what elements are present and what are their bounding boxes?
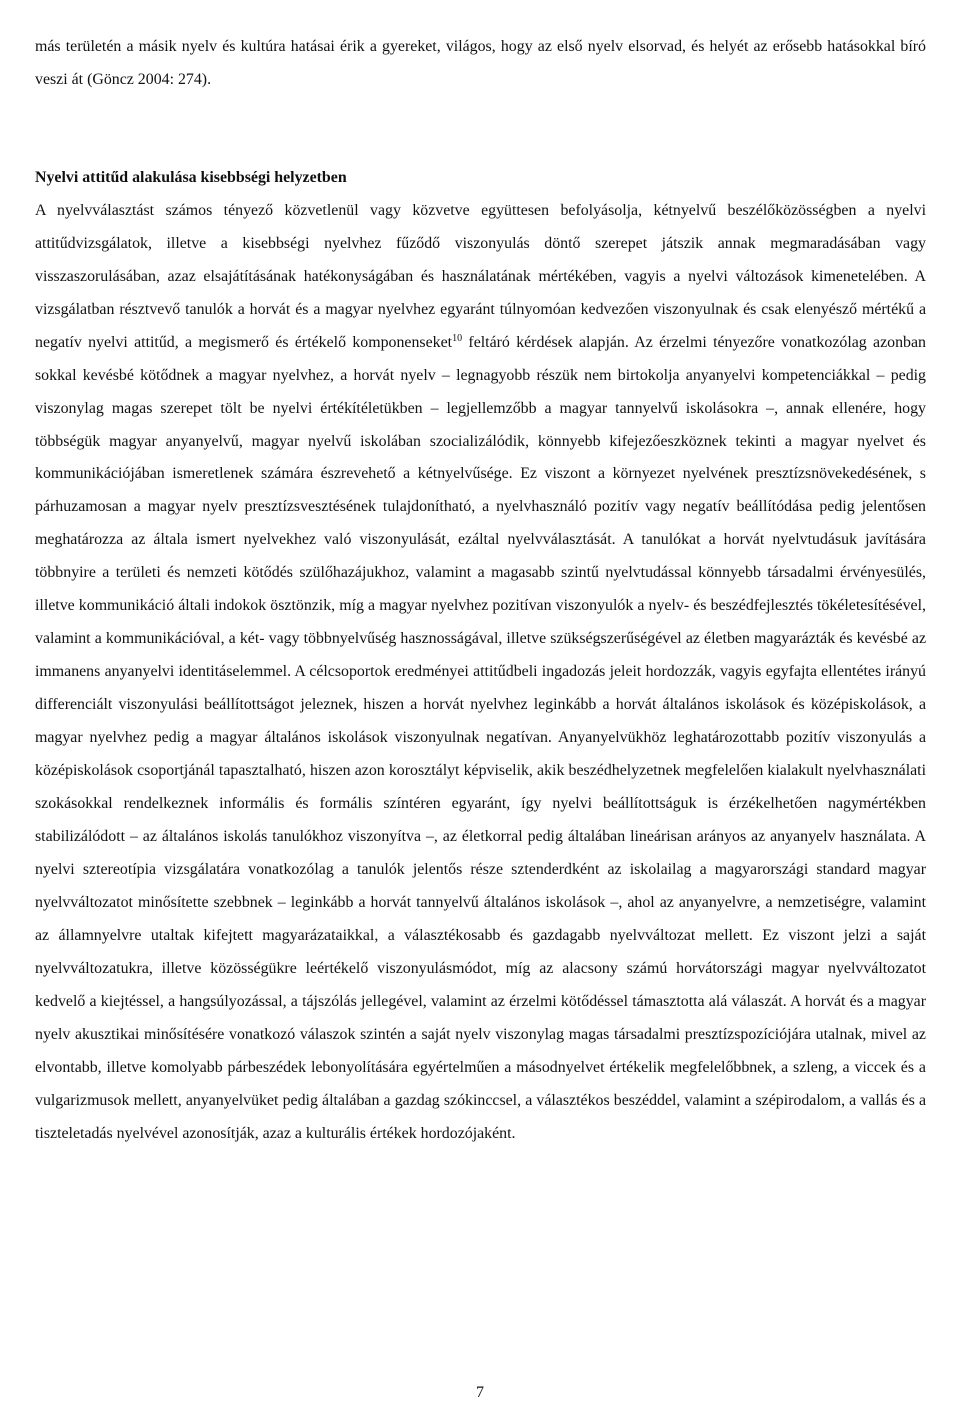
page-number: 7 — [476, 1384, 484, 1401]
body-text-part-2: feltáró kérdések alapján. Az érzelmi tényezőre vonatkozólag azonban sokkal kevésbé kötődnek a magyar nyelvhez, a horvát nyelv – legnagyobb részük nem birtokolja anyanyelvi kompetenciákkal – pedig viszonylag magas szerepet tölt be nyelvi értékítéletükben – legjellemzőbb a magyar tannyelvű iskolásokra –, annak ellenére, hogy többségük magyar anyanyelvű, magyar nyelvű iskolában szocializálódik, könnyebb kifejezőeszköznek tekinti a magyar nyelvet és kommunikációjában ismeretlenek számára észrevehető a kétnyelvűsége. Ez viszont a környezet nyelvének presztízsnövekedésének, s párhuzamosan a magyar nyelv presztízsvesztésének tulajdonítható, a nyelvhasználó pozitív vagy negatív beállítódása pedig jelentősen meghatározza az általa ismert nyelvekhez való viszonyulását, ezáltal nyelvválasztását. A tanulókat a horvát nyelvtudásuk javítására többnyire a területi és nemzeti kötődés szülőhazájukhoz, valamint a magasabb szintű nyelvtudással könnyebb társadalmi érvényesülés, illetve kommunikáció általi indokok ösztönzik, míg a magyar nyelvhez pozitívan viszonyulók a nyelv- és beszédfejlesztés tökéletesítésével, valamint a kommunikációval, a két- vagy többnyelvűség hasznosságával, illetve szükségszerűségével az életben magyarázták és kevésbé az immanens anyanyelvi identitáselemmel. A célcsoportok eredményei attitűdbeli ingadozás jeleit hordozzák, vagyis egyfajta ellentétes irányú differenciált viszonyulási beállítottságot jeleznek, hiszen a horvát nyelvhez leginkább a horvát általános iskolások és középiskolások, a magyar nyelvhez pedig a magyar általános iskolások viszonyulnak negatívan. Anyanyelvükhöz leghatározottabb pozitív viszonyulás a középiskolások csoportjánál tapasztalható, hiszen azon korosztályt képviselik, akik beszédhelyzetnek megfelelően kialakult nyelvhasználati szokásokkal rendelkeznek informális és formális színtéren egyaránt, így nyelvi beállítottságuk is érzékelhetően nagymértékben stabilizálódott – az általános iskolás tanulókhoz viszonyítva –, az életkorral pedig általában lineárisan arányos az anyanyelv használata. A nyelvi sztereotípia vizsgálatára vonatkozólag a tanulók jelentős része sztenderdként az iskolailag a magyarországi standard magyar nyelvváltozatot minősítette szebbnek – leginkább a horvát tannyelvű általános iskolások –, ahol az anyanyelvre, a nemzetiségre, valamint az államnyelvre utaltak kifejtett magyarázataikkal, a választékosabb és gazdagabb nyelvváltozat mellett. Ez viszont jelzi a saját nyelvváltozatukra, illetve közösségükre leértékelő viszonyulásmódot, míg az alacsony számú horvátországi magyar nyelvváltozatot kedvelő a kiejtéssel, a hangsúlyozással, a tájszólás jellegével, valamint az érzelmi kötődéssel támasztotta alá válaszát. A horvát és a magyar nyelv akusztikai minősítésére vonatkozó válaszok szintén a saját nyelv viszonylag magas társadalmi presztízspozíciójára utalnak, mivel az elvontabb, illetve komolyabb párbeszédek lebonyolítására egyértelműen a másodnyelvet értékelik megfelelőbbnek, a szleng, a viccek és a vulgarizmusok mellett, anyanyelvüket pedig általában a gazdag szókinccsel, a választékos beszéddel, valamint a szépirodalom, a vallás és a tiszteletadás nyelvével azonosítják, azaz a kulturális értékek hordozójaként. — [35, 333, 926, 1142]
document-page — [35, 0, 926, 1151]
section-heading: Nyelvi attitűd alakulása kisebbségi helyzetben — [35, 168, 347, 186]
footnote-reference[interactable]: 10 — [452, 332, 463, 344]
body-text-part-1: A nyelvválasztást számos tényező közvetlenül vagy közvetve együttesen befolyásolja, kétnyelvű beszélőközösségben a nyelvi attitűdvizsgálatok, illetve a kisebbségi nyelvhez fűződő viszonyulás döntő szerepet játszik annak megmaradásában vagy visszaszorulásában, azaz elsajátításának hatékonyságában és használatának mértékében, vagyis a nyelvi változások kimenetelében. A vizsgálatban résztvevő tanulók a horvát és a magyar nyelvhez egyaránt túlnyomóan kedvezően viszonyulnak és csak elenyésző mértékű a negatív nyelvi attitűd, a megismerő és értékelő komponenseket — [35, 201, 926, 351]
intro-paragraph: más területén a másik nyelv és kultúra hatásai érik a gyereket, világos, hogy az első nyelv elsorvad, és helyét az erősebb hatásokkal bíró veszi át (Göncz 2004: 274). — [35, 38, 926, 88]
body-paragraph — [35, 195, 926, 1151]
